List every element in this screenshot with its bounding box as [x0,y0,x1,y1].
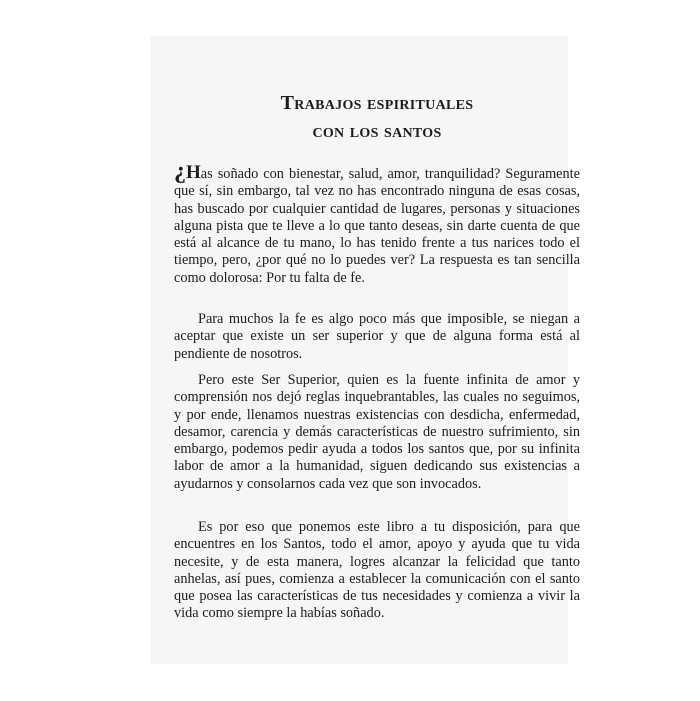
paragraph-4: Es por eso que ponemos este libro a tu disposición, para que encuentres en los Santos, todo el amor, apoyo y ayuda que tu vida necesite, y de esta manera, logres alcanzar la felicidad que tanto anhelas, así pues, comienza a establecer la comunicación con el santo que posea las características de tus necesidades y comienza a vivir la vida como siempre la habías soñado. [174,519,580,622]
title-line-2: con los santos [312,120,442,142]
drop-cap-letter: H [186,162,201,183]
paragraph-1 [174,158,580,287]
opening-question-mark: ¿ [174,158,186,184]
paragraph-3: Pero este Ser Superior, quien es la fuente infinita de amor y comprensión nos dejó reglas inquebrantables, las cuales no seguimos, y por ende, llenamos nuestras existencias con desdicha, enfermedad, desamor, carencia y demás características de nuestro sufrimiento, sin embargo, podemos pedir ayuda a todos los santos que, por su infinita labor de amor a la humanidad, siguen dedicando sus existencias a ayudarnos y consolarnos cada vez que son invocados. [174,372,580,492]
paragraph-2: Para muchos la fe es algo poco más que imposible, se niegan a aceptar que existe un ser superior y que de alguna forma está al pendiente de nosotros. [174,311,580,362]
title-line-1: Trabajos espirituales [280,92,474,114]
paragraph-1-text: as soñado con bienestar, salud, amor, tranquilidad? Seguramente que sí, sin embargo, tal vez no has encontrado ninguna de esas cosas, has buscado por cualquier cantidad de lugares, personas y situaciones alguna pista que te lleve a lo que tanto deseas, sin darte cuenta de que está al alcance de tu mano, lo has tenido frente a tus narices todo el tiempo, pero, ¿por qué no lo puedes ver? La respuesta es tan sencilla como dolorosa: Por tu falta de fe. [174,166,580,286]
